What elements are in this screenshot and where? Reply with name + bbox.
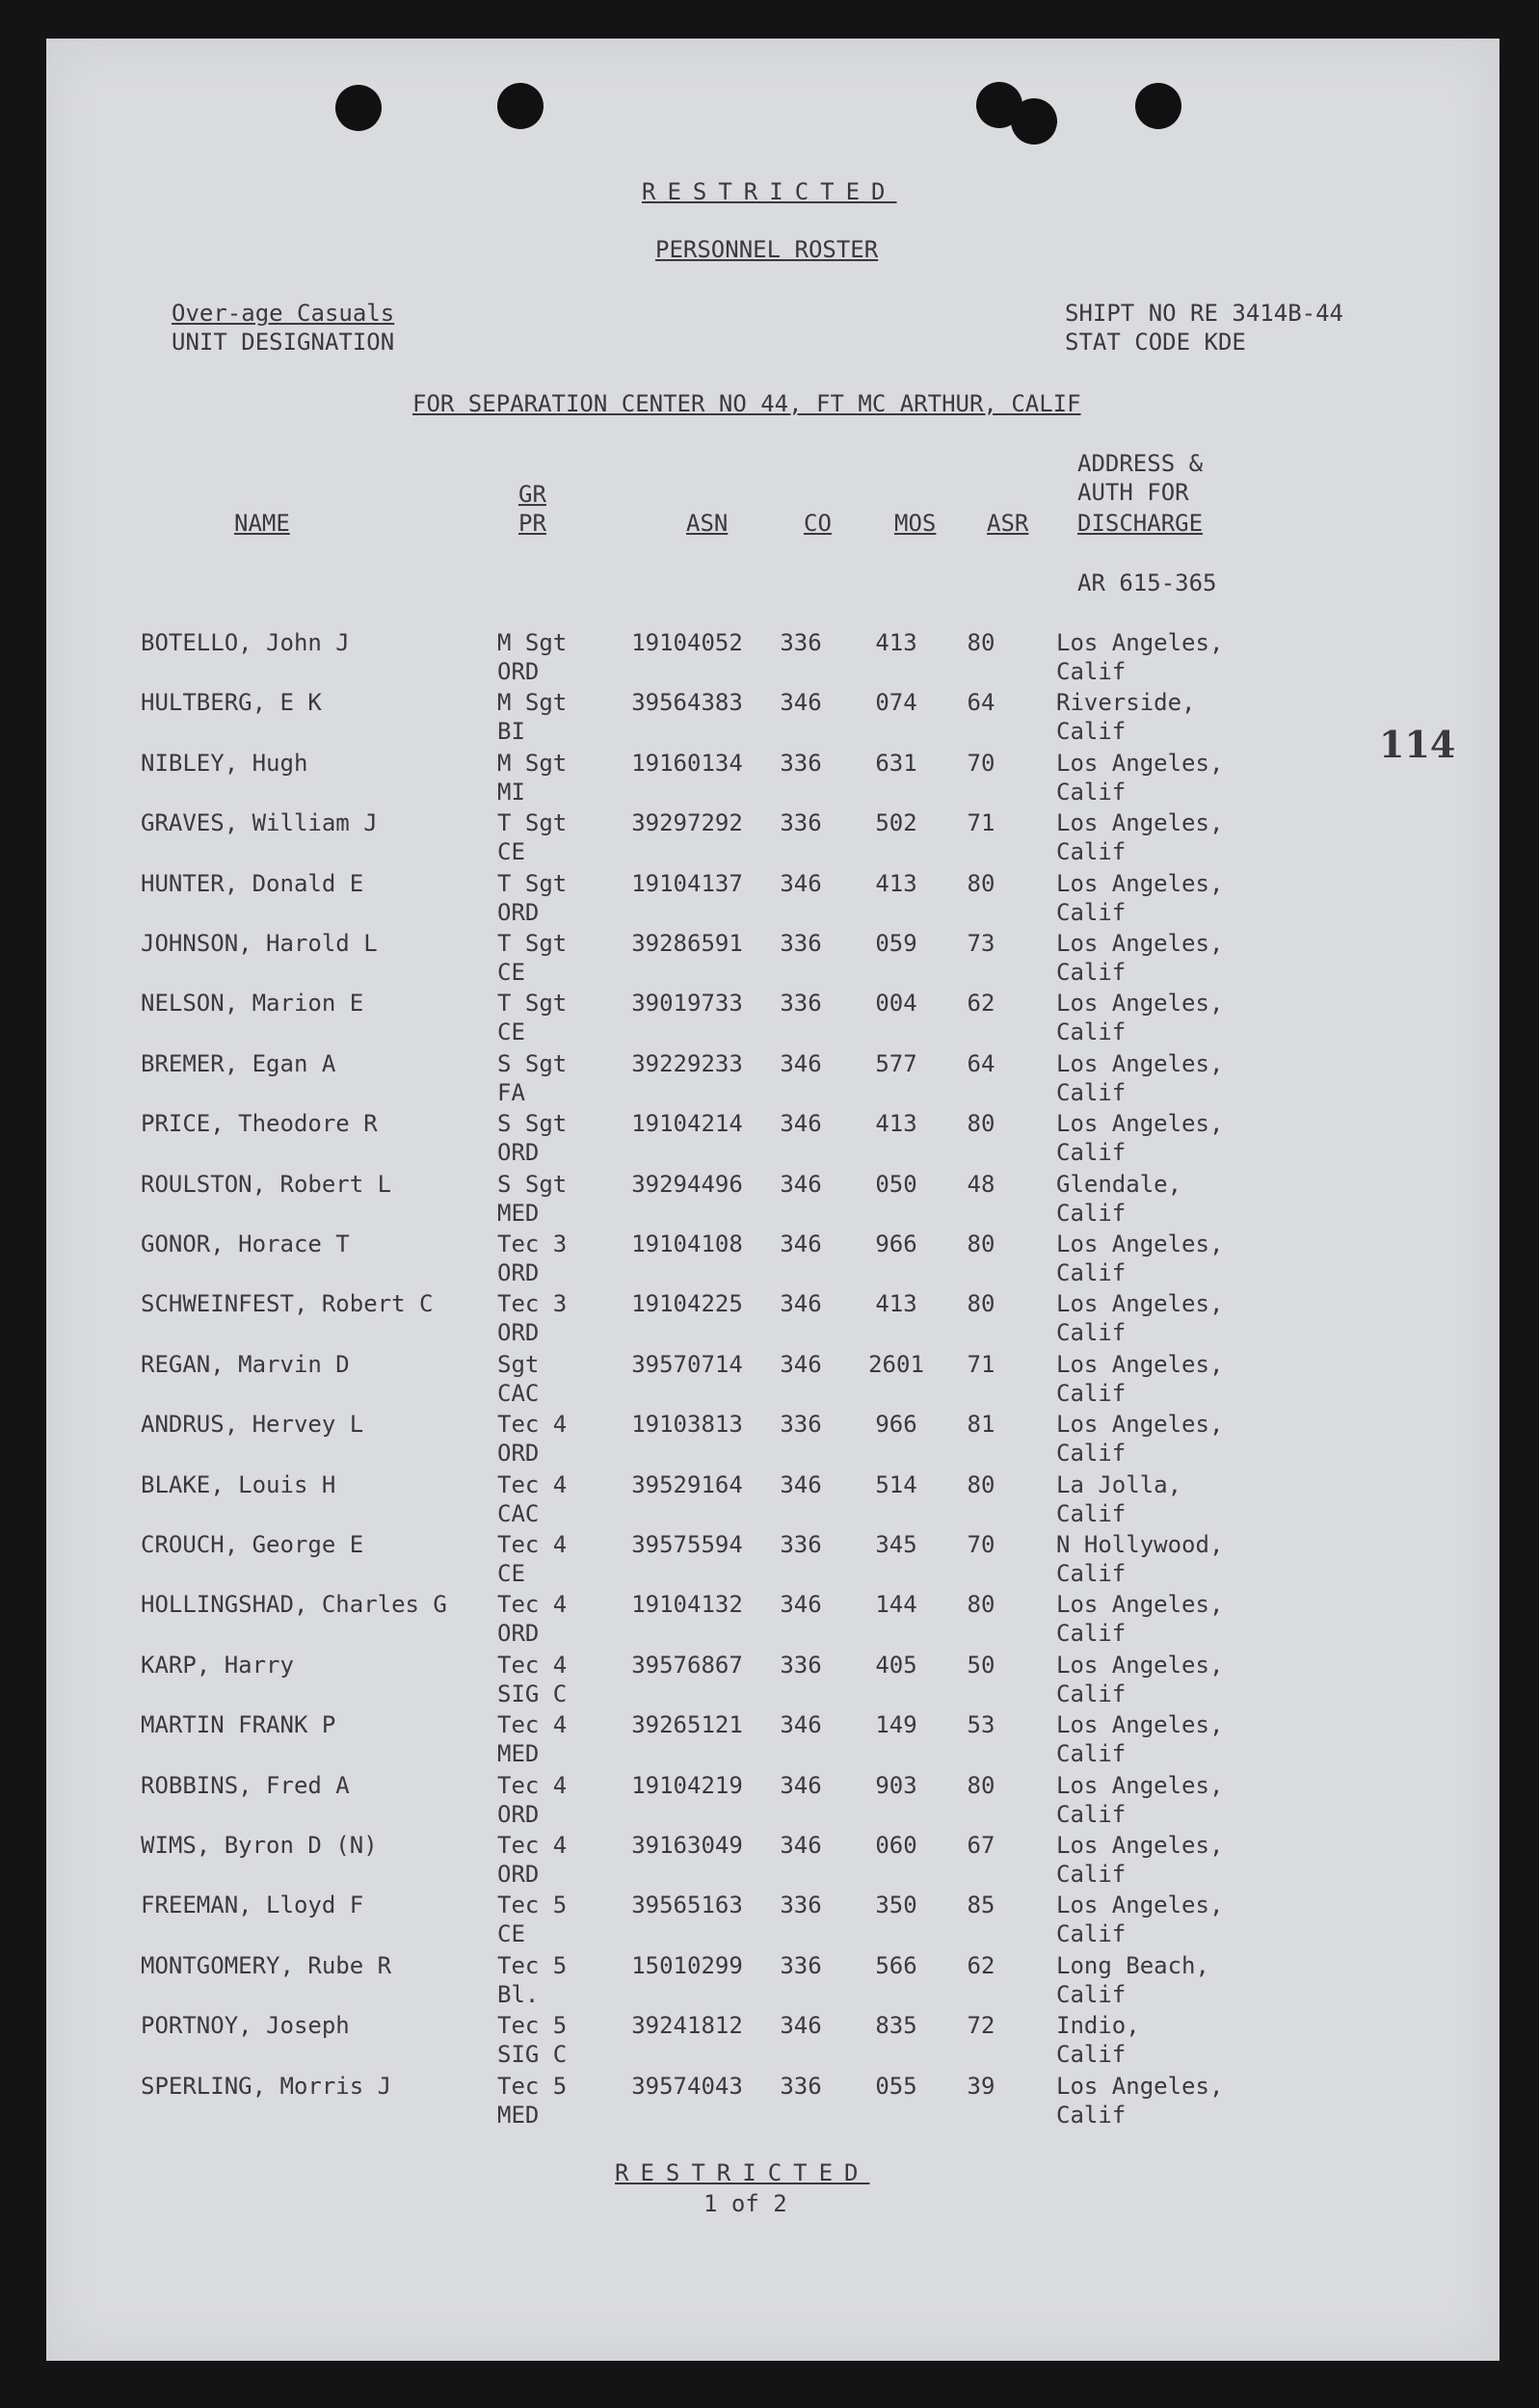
cell-co: 346	[780, 870, 822, 897]
table-row	[46, 688, 1499, 748]
cell-co: 346	[780, 1832, 822, 1859]
cell-asn: 39297292	[631, 809, 743, 836]
cell-name: ROBBINS, Fred A	[141, 1772, 350, 1799]
cell-name: SPERLING, Morris J	[141, 2073, 392, 2100]
table-row	[46, 869, 1499, 929]
cell-branch: MI	[497, 779, 525, 806]
cell-state: Calif	[1056, 1440, 1127, 1467]
cell-mos: 350	[875, 1892, 917, 1918]
cell-co: 346	[780, 1110, 822, 1137]
cell-asr: 62	[967, 990, 995, 1017]
cell-co: 336	[780, 1531, 822, 1558]
cell-mos: 566	[875, 1952, 917, 1979]
cell-asn: 19160134	[631, 750, 743, 777]
cell-branch: FA	[497, 1079, 525, 1106]
cell-branch: ORD	[497, 1620, 540, 1647]
stat-code: STAT CODE KDE	[1065, 329, 1246, 356]
punch-hole	[1135, 83, 1181, 129]
cell-name: BREMER, Egan A	[141, 1050, 336, 1077]
classification-footer: RESTRICTED	[615, 2159, 870, 2186]
cell-mos: 966	[875, 1411, 917, 1438]
cell-co: 336	[780, 1411, 822, 1438]
cell-branch: ORD	[497, 1861, 540, 1888]
table-row	[46, 1951, 1499, 2011]
cell-grade: S Sgt	[497, 1171, 568, 1198]
cell-grade: M Sgt	[497, 629, 568, 656]
cell-city: Los Angeles,	[1056, 990, 1224, 1017]
cell-mos: 050	[875, 1171, 917, 1198]
roster-title: PERSONNEL ROSTER	[655, 236, 879, 263]
cell-co: 336	[780, 930, 822, 957]
cell-mos: 631	[875, 750, 917, 777]
table-row	[46, 1831, 1499, 1891]
cell-state: Calif	[1056, 1259, 1127, 1286]
cell-branch: ORD	[497, 899, 540, 926]
cell-grade: Tec 5	[497, 2012, 568, 2039]
cell-mos: 144	[875, 1591, 917, 1618]
cell-grade: Tec 5	[497, 1892, 568, 1918]
table-row	[46, 1891, 1499, 1950]
cell-co: 336	[780, 990, 822, 1017]
cell-name: GRAVES, William J	[141, 809, 378, 836]
cell-city: Los Angeles,	[1056, 1711, 1224, 1738]
cell-asn: 39019733	[631, 990, 743, 1017]
cell-state: Calif	[1056, 1019, 1127, 1045]
col-header-grade-2: PR	[518, 510, 546, 537]
destination-line: FOR SEPARATION CENTER NO 44, FT MC ARTHUR, CALIF	[412, 390, 1081, 417]
cell-mos: 413	[875, 870, 917, 897]
cell-asr: 80	[967, 870, 995, 897]
table-row	[46, 929, 1499, 989]
cell-state: Calif	[1056, 1801, 1127, 1828]
cell-name: PORTNOY, Joseph	[141, 2012, 350, 2039]
cell-grade: Tec 4	[497, 1772, 568, 1799]
cell-state: Calif	[1056, 1200, 1127, 1227]
shipment-number: SHIPT NO RE 3414B-44	[1065, 300, 1343, 327]
cell-city: Los Angeles,	[1056, 870, 1224, 897]
cell-mos: 405	[875, 1652, 917, 1679]
cell-asr: 67	[967, 1832, 995, 1859]
cell-asr: 62	[967, 1952, 995, 1979]
punch-hole	[497, 83, 544, 129]
cell-state: Calif	[1056, 959, 1127, 986]
cell-mos: 060	[875, 1832, 917, 1859]
cell-state: Calif	[1056, 1680, 1127, 1707]
cell-asr: 50	[967, 1652, 995, 1679]
cell-co: 346	[780, 1050, 822, 1077]
cell-co: 336	[780, 750, 822, 777]
cell-mos: 413	[875, 629, 917, 656]
table-row	[46, 628, 1499, 688]
cell-asr: 64	[967, 689, 995, 716]
cell-mos: 059	[875, 930, 917, 957]
cell-name: BLAKE, Louis H	[141, 1471, 336, 1498]
cell-state: Calif	[1056, 1079, 1127, 1106]
table-row	[46, 1771, 1499, 1831]
cell-city: La Jolla,	[1056, 1471, 1182, 1498]
cell-city: Los Angeles,	[1056, 1230, 1224, 1257]
cell-state: Calif	[1056, 1380, 1127, 1407]
cell-mos: 2601	[868, 1351, 924, 1378]
col-header-asn: ASN	[686, 510, 729, 537]
cell-state: Calif	[1056, 1920, 1127, 1947]
cell-city: Los Angeles,	[1056, 930, 1224, 957]
cell-grade: Tec 4	[497, 1531, 568, 1558]
cell-co: 336	[780, 809, 822, 836]
cell-state: Calif	[1056, 718, 1127, 745]
cell-co: 346	[780, 689, 822, 716]
cell-grade: M Sgt	[497, 689, 568, 716]
cell-asr: 80	[967, 1290, 995, 1317]
cell-branch: ORD	[497, 1319, 540, 1346]
table-row	[46, 808, 1499, 868]
cell-mos: 149	[875, 1711, 917, 1738]
cell-asr: 80	[967, 629, 995, 656]
cell-co: 346	[780, 1591, 822, 1618]
cell-city: N Hollywood,	[1056, 1531, 1224, 1558]
cell-name: WIMS, Byron D (N)	[141, 1832, 378, 1859]
cell-state: Calif	[1056, 779, 1127, 806]
cell-grade: Tec 3	[497, 1290, 568, 1317]
cell-city: Los Angeles,	[1056, 1351, 1224, 1378]
cell-co: 336	[780, 1652, 822, 1679]
cell-mos: 835	[875, 2012, 917, 2039]
margin-page-number: 114	[1379, 723, 1456, 766]
cell-grade: T Sgt	[497, 809, 568, 836]
cell-branch: MED	[497, 1740, 540, 1767]
cell-mos: 413	[875, 1110, 917, 1137]
cell-mos: 074	[875, 689, 917, 716]
table-row	[46, 1530, 1499, 1590]
cell-asr: 64	[967, 1050, 995, 1077]
table-row	[46, 1651, 1499, 1710]
cell-grade: Tec 5	[497, 2073, 568, 2100]
cell-asn: 39163049	[631, 1832, 743, 1859]
cell-city: Riverside,	[1056, 689, 1196, 716]
cell-asn: 39565163	[631, 1892, 743, 1918]
punch-hole	[335, 85, 382, 131]
cell-name: ROULSTON, Robert L	[141, 1171, 392, 1198]
cell-city: Los Angeles,	[1056, 1772, 1224, 1799]
cell-branch: CAC	[497, 1380, 540, 1407]
cell-co: 346	[780, 1290, 822, 1317]
table-row	[46, 989, 1499, 1048]
cell-co: 336	[780, 1892, 822, 1918]
cell-asn: 19103813	[631, 1411, 743, 1438]
table-row	[46, 1590, 1499, 1650]
cell-asn: 19104225	[631, 1290, 743, 1317]
cell-state: Calif	[1056, 1981, 1127, 2008]
cell-name: PRICE, Theodore R	[141, 1110, 378, 1137]
cell-grade: Tec 4	[497, 1832, 568, 1859]
cell-name: FREEMAN, Lloyd F	[141, 1892, 364, 1918]
table-row	[46, 1170, 1499, 1230]
cell-asn: 39229233	[631, 1050, 743, 1077]
cell-asr: 80	[967, 1772, 995, 1799]
cell-mos: 514	[875, 1471, 917, 1498]
cell-city: Los Angeles,	[1056, 750, 1224, 777]
cell-grade: Tec 4	[497, 1411, 568, 1438]
cell-branch: ORD	[497, 1139, 540, 1166]
cell-name: GONOR, Horace T	[141, 1230, 350, 1257]
cell-asn: 19104108	[631, 1230, 743, 1257]
cell-branch: CE	[497, 1560, 525, 1587]
punch-hole	[1011, 98, 1057, 145]
cell-mos: 577	[875, 1050, 917, 1077]
cell-state: Calif	[1056, 899, 1127, 926]
cell-name: REGAN, Marvin D	[141, 1351, 350, 1378]
cell-asn: 39570714	[631, 1351, 743, 1378]
cell-name: MONTGOMERY, Rube R	[141, 1952, 392, 1979]
cell-branch: ORD	[497, 1801, 540, 1828]
col-header-grade-1: GR	[518, 481, 546, 508]
col-header-co: CO	[804, 510, 832, 537]
classification-header: RESTRICTED	[642, 178, 897, 205]
col-header-asr: ASR	[987, 510, 1029, 537]
cell-co: 346	[780, 1351, 822, 1378]
cell-city: Los Angeles,	[1056, 1050, 1224, 1077]
cell-asr: 39	[967, 2073, 995, 2100]
cell-asr: 85	[967, 1892, 995, 1918]
discharge-authority: AR 615-365	[1077, 569, 1217, 596]
cell-grade: S Sgt	[497, 1110, 568, 1137]
table-row	[46, 749, 1499, 808]
table-row	[46, 2011, 1499, 2071]
cell-grade: M Sgt	[497, 750, 568, 777]
cell-co: 346	[780, 1230, 822, 1257]
cell-asr: 70	[967, 1531, 995, 1558]
cell-branch: BI	[497, 718, 525, 745]
table-row	[46, 1710, 1499, 1770]
cell-mos: 345	[875, 1531, 917, 1558]
cell-asn: 39529164	[631, 1471, 743, 1498]
table-row	[46, 1109, 1499, 1169]
roster-page	[46, 39, 1499, 2361]
cell-co: 346	[780, 1171, 822, 1198]
cell-mos: 966	[875, 1230, 917, 1257]
cell-name: BOTELLO, John J	[141, 629, 350, 656]
cell-city: Los Angeles,	[1056, 1652, 1224, 1679]
cell-city: Los Angeles,	[1056, 1290, 1224, 1317]
cell-grade: T Sgt	[497, 870, 568, 897]
cell-asr: 48	[967, 1171, 995, 1198]
cell-asn: 39286591	[631, 930, 743, 957]
cell-branch: ORD	[497, 658, 540, 685]
cell-name: JOHNSON, Harold L	[141, 930, 378, 957]
cell-name: NELSON, Marion E	[141, 990, 364, 1017]
cell-co: 336	[780, 2073, 822, 2100]
unit-name: Over-age Casuals	[172, 300, 395, 327]
cell-asr: 80	[967, 1230, 995, 1257]
cell-state: Calif	[1056, 838, 1127, 865]
cell-branch: SIG C	[497, 1680, 568, 1707]
cell-city: Los Angeles,	[1056, 629, 1224, 656]
cell-mos: 055	[875, 2073, 917, 2100]
cell-asr: 80	[967, 1591, 995, 1618]
cell-asr: 81	[967, 1411, 995, 1438]
cell-branch: ORD	[497, 1440, 540, 1467]
cell-city: Long Beach,	[1056, 1952, 1209, 1979]
cell-co: 336	[780, 629, 822, 656]
unit-designation-label: UNIT DESIGNATION	[172, 329, 395, 356]
cell-asn: 39265121	[631, 1711, 743, 1738]
cell-branch: Bl.	[497, 1981, 540, 2008]
cell-asr: 73	[967, 930, 995, 957]
table-row	[46, 1230, 1499, 1289]
table-row	[46, 2072, 1499, 2131]
page-indicator: 1 of 2	[703, 2190, 787, 2217]
cell-city: Glendale,	[1056, 1171, 1182, 1198]
cell-state: Calif	[1056, 2041, 1127, 2068]
cell-name: ANDRUS, Hervey L	[141, 1411, 364, 1438]
cell-city: Los Angeles,	[1056, 1110, 1224, 1137]
cell-co: 336	[780, 1952, 822, 1979]
cell-asr: 70	[967, 750, 995, 777]
cell-branch: ORD	[497, 1259, 540, 1286]
cell-branch: CE	[497, 838, 525, 865]
cell-branch: MED	[497, 2102, 540, 2129]
cell-branch: CE	[497, 1019, 525, 1045]
cell-asn: 19104052	[631, 629, 743, 656]
col-header-name: NAME	[234, 510, 290, 537]
cell-grade: T Sgt	[497, 930, 568, 957]
cell-asn: 15010299	[631, 1952, 743, 1979]
cell-state: Calif	[1056, 1500, 1127, 1527]
cell-city: Los Angeles,	[1056, 1892, 1224, 1918]
cell-grade: Tec 4	[497, 1591, 568, 1618]
table-row	[46, 1049, 1499, 1109]
cell-state: Calif	[1056, 1560, 1127, 1587]
cell-branch: SIG C	[497, 2041, 568, 2068]
cell-city: Los Angeles,	[1056, 1832, 1224, 1859]
cell-state: Calif	[1056, 1740, 1127, 1767]
cell-co: 346	[780, 1772, 822, 1799]
cell-asn: 39575594	[631, 1531, 743, 1558]
cell-grade: Tec 4	[497, 1471, 568, 1498]
cell-city: Los Angeles,	[1056, 2073, 1224, 2100]
cell-name: MARTIN FRANK P	[141, 1711, 336, 1738]
cell-state: Calif	[1056, 1861, 1127, 1888]
cell-name: KARP, Harry	[141, 1652, 294, 1679]
cell-asn: 39241812	[631, 2012, 743, 2039]
cell-asr: 53	[967, 1711, 995, 1738]
cell-grade: S Sgt	[497, 1050, 568, 1077]
table-row	[46, 1350, 1499, 1410]
cell-asr: 80	[967, 1110, 995, 1137]
cell-grade: Sgt	[497, 1351, 540, 1378]
cell-asn: 19104214	[631, 1110, 743, 1137]
cell-asr: 72	[967, 2012, 995, 2039]
cell-mos: 413	[875, 1290, 917, 1317]
table-row	[46, 1470, 1499, 1530]
cell-name: HUNTER, Donald E	[141, 870, 364, 897]
cell-state: Calif	[1056, 2102, 1127, 2129]
cell-branch: CE	[497, 1920, 525, 1947]
cell-mos: 004	[875, 990, 917, 1017]
cell-asn: 19104137	[631, 870, 743, 897]
cell-name: HULTBERG, E K	[141, 689, 322, 716]
cell-city: Los Angeles,	[1056, 809, 1224, 836]
cell-state: Calif	[1056, 1139, 1127, 1166]
table-row	[46, 1289, 1499, 1349]
cell-state: Calif	[1056, 1620, 1127, 1647]
cell-asr: 71	[967, 1351, 995, 1378]
col-header-address-2: AUTH FOR	[1077, 479, 1189, 506]
cell-mos: 502	[875, 809, 917, 836]
cell-branch: CE	[497, 959, 525, 986]
cell-name: NIBLEY, Hugh	[141, 750, 308, 777]
cell-asn: 39294496	[631, 1171, 743, 1198]
cell-state: Calif	[1056, 658, 1127, 685]
col-header-address-1: ADDRESS &	[1077, 450, 1204, 477]
col-header-address-3: DISCHARGE	[1077, 510, 1204, 537]
col-header-mos: MOS	[894, 510, 937, 537]
cell-asn: 39574043	[631, 2073, 743, 2100]
cell-asn: 19104132	[631, 1591, 743, 1618]
cell-state: Calif	[1056, 1319, 1127, 1346]
cell-name: CROUCH, George E	[141, 1531, 364, 1558]
cell-co: 346	[780, 1711, 822, 1738]
cell-grade: T Sgt	[497, 990, 568, 1017]
cell-asn: 19104219	[631, 1772, 743, 1799]
table-row	[46, 1410, 1499, 1469]
cell-city: Los Angeles,	[1056, 1411, 1224, 1438]
cell-grade: Tec 4	[497, 1652, 568, 1679]
cell-branch: CAC	[497, 1500, 540, 1527]
cell-asn: 39576867	[631, 1652, 743, 1679]
cell-asn: 39564383	[631, 689, 743, 716]
cell-asr: 80	[967, 1471, 995, 1498]
cell-grade: Tec 4	[497, 1711, 568, 1738]
cell-name: SCHWEINFEST, Robert C	[141, 1290, 434, 1317]
cell-co: 346	[780, 2012, 822, 2039]
cell-mos: 903	[875, 1772, 917, 1799]
cell-branch: MED	[497, 1200, 540, 1227]
cell-grade: Tec 5	[497, 1952, 568, 1979]
cell-city: Los Angeles,	[1056, 1591, 1224, 1618]
cell-grade: Tec 3	[497, 1230, 568, 1257]
cell-asr: 71	[967, 809, 995, 836]
cell-co: 346	[780, 1471, 822, 1498]
cell-city: Indio,	[1056, 2012, 1140, 2039]
cell-name: HOLLINGSHAD, Charles G	[141, 1591, 447, 1618]
